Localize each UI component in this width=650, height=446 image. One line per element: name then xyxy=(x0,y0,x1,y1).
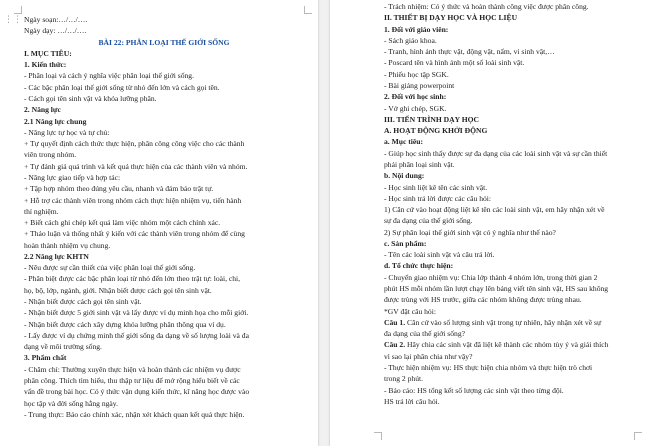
text-line: Câu 2. Hãy chia các sinh vật đã liệt kê thành các nhóm tùy ý và giải thích xyxy=(384,340,609,350)
document-page-left xyxy=(0,0,318,446)
text-line: đa dạng của thế giới sống? xyxy=(384,329,465,339)
text-line: + Thảo luận và thống nhất ý kiến với các thành viên trong nhóm để cùng xyxy=(24,229,245,239)
section-heading: c. Sản phẩm: xyxy=(384,238,427,248)
text-line: - Vở ghi chép, SGK. xyxy=(384,103,447,113)
question-label: Câu 1. xyxy=(384,317,406,327)
text-line: - Học sinh liệt kê tên các sinh vật. xyxy=(384,182,488,192)
text-line: - Các bậc phân loại thế giới sống từ nhỏ đến lớn và cách gọi tên. xyxy=(24,82,220,92)
text-line: - Chuyển giao nhiệm vụ: Chia lớp thành 4 nhóm lớn, trong thời gian 2 xyxy=(384,272,598,282)
text-line: phải phân loại sinh vật. xyxy=(384,159,455,169)
page-corner-mark xyxy=(634,432,642,440)
text-line: Câu 1. Căn cứ vào số lượng sinh vật trong tự nhiên, hãy nhận xét về sự xyxy=(384,317,602,327)
text-line: - Nêu được sự cần thiết của việc phân loại thế giới sống. xyxy=(24,263,196,273)
page-body xyxy=(384,1,634,407)
section-heading: III. TIẾN TRÌNH DẠY HỌC xyxy=(384,114,480,124)
text-line: phút HS mỗi nhóm lần lượt chạy lên bảng viết tên sinh vật, HS sau không xyxy=(384,284,609,294)
text-line: + Tập hợp nhóm theo đúng yêu cầu, nhanh và đảm bảo trật tự. xyxy=(24,184,214,194)
section-heading: 2.2 Năng lực KHTN xyxy=(24,251,89,261)
question-label: Câu 2. xyxy=(384,340,406,350)
document-page-right xyxy=(330,0,650,446)
text-line: - Cách gọi tên sinh vật và khóa lưỡng phân. xyxy=(24,93,157,103)
text-line: vấn đề trong bài học. Có ý thức vận dụng kiến thức, kĩ năng học được vào xyxy=(24,387,250,397)
section-heading: 3. Phẩm chất xyxy=(24,353,67,363)
section-heading: a. Mục tiêu: xyxy=(384,137,424,147)
text-line: - Năng lực giao tiếp và hợp tác: xyxy=(24,172,121,182)
text-line: - Sách giáo khoa. xyxy=(384,35,437,45)
drag-handle-icon[interactable]: ⋮⋮ xyxy=(4,15,22,25)
section-heading: b. Nội dung: xyxy=(384,171,425,181)
page-corner-mark xyxy=(304,6,312,14)
text-line: - Bài giảng powerpoint xyxy=(384,80,455,90)
text-line: - Báo cáo: HS tổng kết số lượng các sinh vật theo từng đội. xyxy=(384,385,564,395)
text-line: - Nhận biết được 5 giới sinh vật và lấy được ví dụ minh họa cho mỗi giới. xyxy=(24,308,249,318)
section-heading: II. THIẾT BỊ DẠY HỌC VÀ HỌC LIỆU xyxy=(384,13,518,23)
section-heading: 2.1 Năng lực chung xyxy=(24,116,87,126)
text-line: - Nhận biết được cách gọi tên sinh vật. xyxy=(24,297,142,307)
page-body xyxy=(24,14,304,420)
section-heading: 1. Kiến thức: xyxy=(24,60,67,70)
text-line: học tập và đời sống hằng ngày. xyxy=(24,398,118,408)
text-line: được trùng với HS trước, giữa các nhóm không được trùng nhau. xyxy=(384,295,582,305)
section-heading: 1. Đối với giáo viên: xyxy=(384,24,449,34)
text-line: - Năng lực tự học và tự chủ: xyxy=(24,127,110,137)
text-line: - Phân biệt được các bậc phân loại từ nhỏ đến lớn theo trật tự: loài, chi, xyxy=(24,274,241,284)
lesson-title: BÀI 22: PHÂN LOẠI THẾ GIỚI SỐNG xyxy=(98,37,230,47)
text-line: - Trách nhiệm: Có ý thức và hoàn thành công việc được phân công. xyxy=(384,2,589,11)
text-line: - Chăm chỉ: Thường xuyên thực hiện và hoàn thành các nhiệm vụ được xyxy=(24,364,241,374)
section-heading: d. Tổ chức thực hiện: xyxy=(384,261,454,271)
header-line: Ngày soạn:…/…/…. xyxy=(24,15,88,24)
section-heading: 2. Đối với học sinh: xyxy=(384,92,447,102)
text-line: - Trung thực: Báo cáo chính xác, nhận xét khách quan kết quả thực hiện. xyxy=(24,409,245,419)
page-corner-mark xyxy=(14,6,22,14)
page-corner-mark xyxy=(374,432,382,440)
text-line: - Học sinh trả lời được các câu hỏi: xyxy=(384,193,492,203)
section-heading: 2. Năng lực xyxy=(24,105,61,115)
text-line: - Tên các loài sinh vật và câu trả lời. xyxy=(384,250,495,260)
text-line: + Hỗ trợ các thành viên trong nhóm cách thực hiện nhiệm vụ, tiến hành xyxy=(24,195,242,205)
text-line: + Tự quyết định cách thức thực hiện, phân công công việc cho các thành xyxy=(24,139,245,149)
text-line: - Tranh, hình ảnh thực vật, động vật, nấm, vi sinh vật,… xyxy=(384,47,555,57)
text-line: phân công. Thích tìm hiểu, thu thập tư liệu để mở rộng hiểu biết về các xyxy=(24,376,240,385)
text-line: *GV đặt câu hỏi: xyxy=(384,306,436,316)
text-line: viên trong nhóm. xyxy=(24,150,77,160)
text-line: HS trả lời câu hỏi. xyxy=(384,396,440,406)
text-line: thí nghiệm. xyxy=(24,206,59,216)
text-line: hoàn thành nhiệm vụ chung. xyxy=(24,240,111,250)
text-line: - Lấy được ví dụ chứng minh thế giới sống đa dạng về số lượng loài và đa xyxy=(24,330,249,340)
text-line: - Giúp học sinh thấy được sự đa dạng của các loài sinh vật và sự cần thiết xyxy=(384,148,608,158)
section-heading: A. HOẠT ĐỘNG KHỞI ĐỘNG xyxy=(384,126,488,136)
text-line: trong 2 phút. xyxy=(384,374,424,384)
section-heading: I. MỤC TIÊU: xyxy=(24,48,72,58)
header-line: Ngày dạy: …/…/…. xyxy=(24,26,87,36)
text-line: họ, bộ, lớp, ngành, giới. Nhận biết được cách gọi tên sinh vật. xyxy=(24,285,212,295)
text-line: - Phân loại và cách ý nghĩa việc phân loại thế giới sống. xyxy=(24,71,194,81)
text-line: - Nhận biết được cách xây dựng khóa lưỡng phân thông qua ví dụ. xyxy=(24,319,226,329)
text-line: 1) Căn cứ vào hoạt động liệt kê tên các loài sinh vật, em hãy nhận xét về xyxy=(384,205,605,215)
text-line: - Poscard tên và hình ảnh một số loài sinh vật. xyxy=(384,58,525,68)
text-line: + Biết cách ghi chép kết quả làm việc nhóm một cách chính xác. xyxy=(24,218,221,228)
text-line: - Thực hiện nhiệm vụ: HS thực hiện chia nhóm và thực hiện trò chơi xyxy=(384,363,593,372)
text-line: 2) Sự phân loại thế giới sinh vật có ý nghĩa như thế nào? xyxy=(384,227,556,237)
text-line: - Phiếu học tập SGK. xyxy=(384,69,449,79)
text-line: vì sao lại phân chia như vậy? xyxy=(384,351,473,361)
text-line: sự đa dạng của thế giới sống. xyxy=(384,216,473,226)
text-line: dạng về môi trường sống. xyxy=(24,342,102,352)
text-line: + Tự đánh giá quá trình và kết quả thực hiện của các thành viên và nhóm. xyxy=(24,161,248,171)
